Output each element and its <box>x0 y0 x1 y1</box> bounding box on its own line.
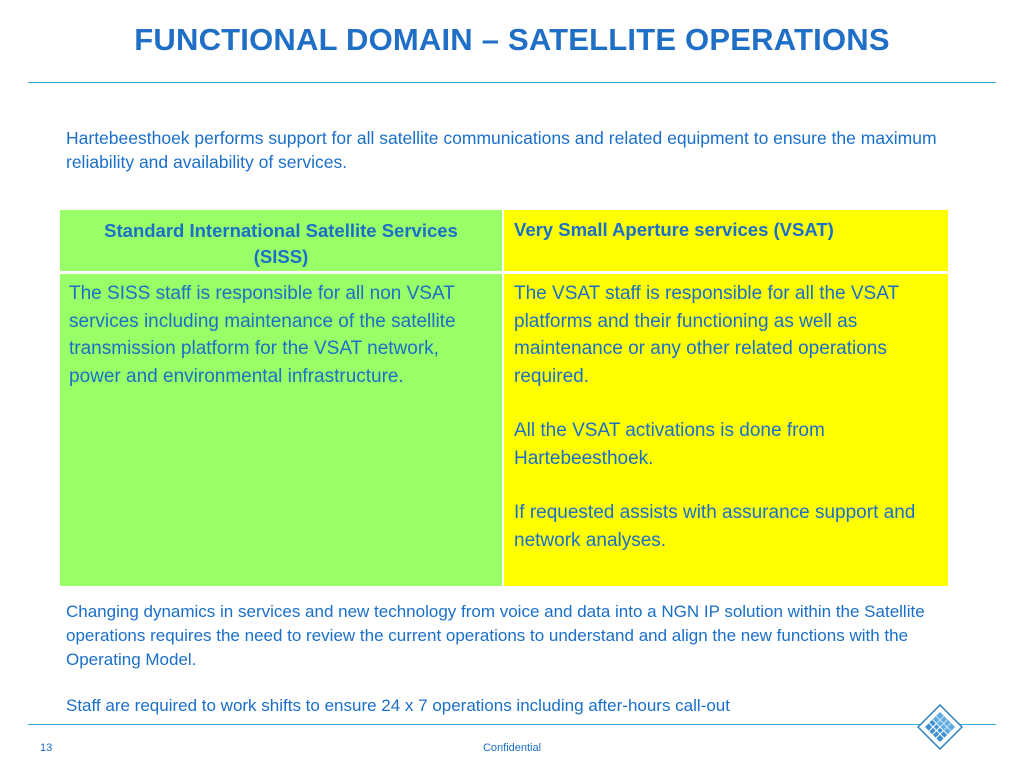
vsat-header: Very Small Aperture services (VSAT) <box>504 210 948 274</box>
outro-paragraph-1: Changing dynamics in services and new technology from voice and data into a NGN IP solution within the Satellite operations requires the need to review the current operations to understand and align the new functions with the Operating Model. <box>66 602 925 669</box>
siss-header: Standard International Satellite Services (SISS) <box>60 210 504 274</box>
confidential-label: Confidential <box>482 742 542 754</box>
outro-text <box>66 600 966 718</box>
vsat-paragraph-1: The VSAT staff is responsible for all the VSAT platforms and their functioning as well as maintenance or any other related operations required. <box>514 283 899 387</box>
outro-paragraph-2: Staff are required to work shifts to ensure 24 x 7 operations including after-hours call-out <box>66 696 730 715</box>
intro-text: Hartebeesthoek performs support for all satellite communications and related equipment to ensure the maximum reliability and availability of services. <box>66 128 937 172</box>
top-divider <box>28 82 996 83</box>
page-number: 13 <box>40 742 53 754</box>
slide-title: FUNCTIONAL DOMAIN – SATELLITE OPERATIONS <box>134 22 890 57</box>
bottom-divider <box>28 724 996 725</box>
siss-description: The SISS staff is responsible for all non VSAT services including maintenance of the satellite transmission platform for the VSAT network, power and environmental infrastructure. <box>60 274 504 586</box>
functions-table <box>60 210 948 586</box>
vsat-description <box>504 274 948 586</box>
vsat-paragraph-3: If requested assists with assurance support and network analyses. <box>514 502 916 551</box>
vsat-paragraph-2: All the VSAT activations is done from Hartebeesthoek. <box>514 420 825 469</box>
